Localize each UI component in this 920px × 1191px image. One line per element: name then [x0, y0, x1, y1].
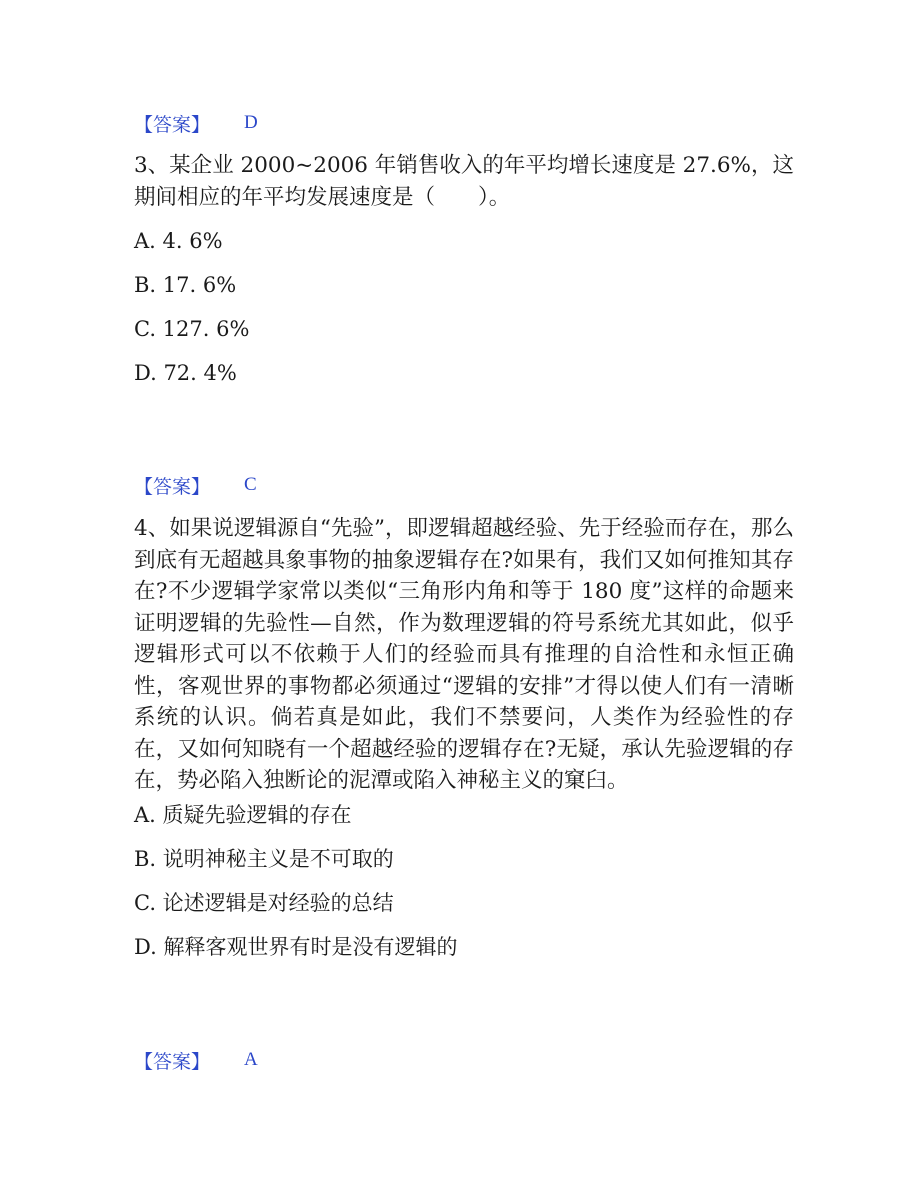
question-4-option-c: C. 论述逻辑是对经验的总结 — [134, 891, 394, 915]
answer-row-3 — [134, 1045, 258, 1075]
answer-label: 【答案】 — [134, 1050, 211, 1073]
question-3-option-c: C. 127. 6% — [134, 317, 250, 341]
question-3-option-b: B. 17. 6% — [134, 273, 237, 297]
question-4-option-b: B. 说明神秘主义是不可取的 — [134, 847, 394, 871]
question-3-option-a: A. 4. 6% — [134, 229, 223, 253]
answer-row-1 — [134, 108, 258, 138]
answer-value: D — [244, 112, 258, 133]
answer-label: 【答案】 — [134, 113, 211, 136]
question-4-text: 4、如果说逻辑源自“先验”，即逻辑超越经验、先于经验而存在，那么到底有无超越具象事物的抽象逻辑存在?如果有，我们又如何推知其存在?不少逻辑学家常以类似“三角形内角和等于 180 度”这样的命题来证明逻辑的先验性—自然，作为数理逻辑的符号系统尤其如此，似乎逻辑形式可以不依赖于人们的经验而具有推理的自洽性和永恒正确性，客观世界的事物都必须通过“逻辑的安排”才得以使人们有一清晰系统的认识。倘若真是如此，我们不禁要问，人类作为经验性的存在，又如何知晓有一个超越经验的逻辑存在?无疑，承认先验逻辑的存在，势必陷入独断论的泥潭或陷入神秘主义的窠臼。 — [134, 516, 794, 793]
question-3-option-d: D. 72. 4% — [134, 361, 237, 385]
answer-value: C — [244, 474, 257, 495]
question-4-option-d: D. 解释客观世界有时是没有逻辑的 — [134, 935, 458, 959]
answer-value: A — [244, 1049, 258, 1070]
answer-label: 【答案】 — [134, 475, 211, 498]
question-4-option-a: A. 质疑先验逻辑的存在 — [134, 803, 352, 827]
question-3-text: 3、某企业 2000~2006 年销售收入的年平均增长速度是 27.6%，这期间相应的年平均发展速度是（ ）。 — [134, 153, 794, 210]
answer-row-2 — [134, 470, 257, 500]
